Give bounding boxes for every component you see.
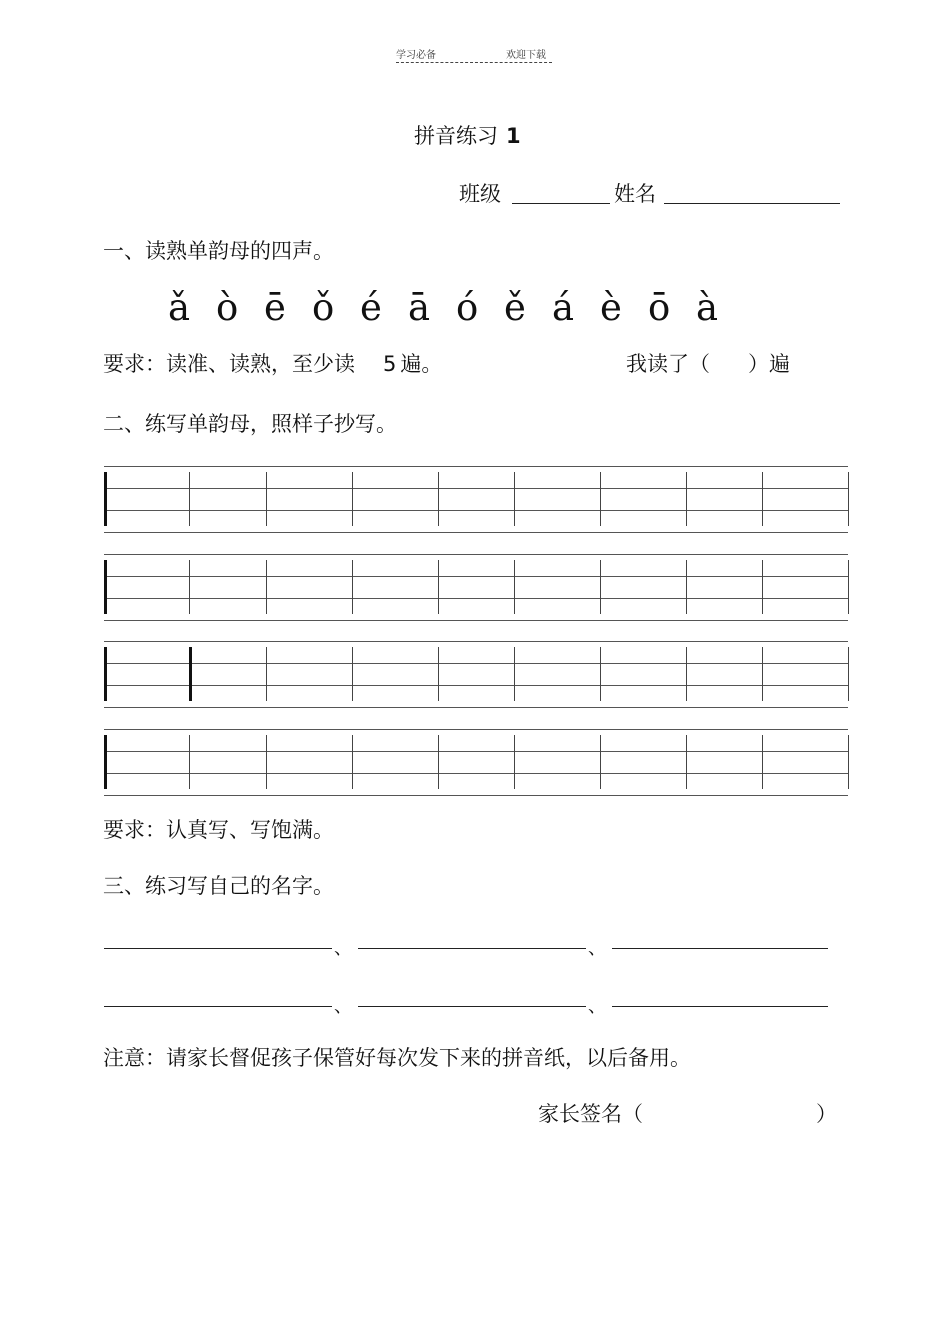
section2-heading: 二、练写单韵母，照样子抄写。 — [103, 412, 397, 436]
pinyin-vowel: á — [552, 286, 575, 329]
grid-cell-divider — [104, 472, 107, 526]
grid-cell-divider — [600, 472, 601, 526]
grid-cell-divider — [600, 735, 601, 789]
grid-cell-divider — [686, 472, 687, 526]
pinyin-vowel: ō — [648, 286, 671, 329]
grid-cell-divider — [352, 647, 353, 701]
grid-cell-divider — [104, 735, 107, 789]
class-blank[interactable] — [512, 203, 610, 204]
grid-cell-divider — [762, 647, 763, 701]
section2-requirement: 要求：认真写、写饱满。 — [103, 818, 334, 842]
parent-signature-close: ） — [816, 1102, 837, 1126]
grid-cell-divider — [104, 560, 107, 614]
pinyin-row — [168, 286, 744, 329]
name-writing-line[interactable] — [358, 948, 586, 949]
class-label: 班级 — [459, 182, 501, 206]
requirement-text: 要求：读准、读熟，至少读 — [103, 352, 355, 376]
title-text: 拼音练习 — [414, 124, 498, 148]
grid-cell-divider — [762, 472, 763, 526]
grid-rule — [104, 554, 848, 555]
header-left-text: 学习必备 — [396, 50, 436, 61]
grid-cell-divider — [514, 472, 515, 526]
name-writing-line[interactable] — [612, 1006, 828, 1007]
name-separator: 、 — [588, 996, 606, 1017]
grid-cell-divider — [438, 647, 439, 701]
times-text: 遍。 — [400, 352, 443, 376]
grid-cell-divider — [189, 560, 190, 614]
name-label: 姓名 — [614, 182, 656, 206]
grid-rule — [104, 620, 848, 621]
pinyin-writing-grid[interactable] — [104, 466, 848, 532]
grid-rule — [104, 707, 848, 708]
parent-signature-open: 家长签名（ — [538, 1102, 643, 1126]
pinyin-writing-grid[interactable] — [104, 729, 848, 795]
grid-cell-divider — [352, 560, 353, 614]
pinyin-vowel: è — [600, 286, 622, 329]
grid-cell-divider — [189, 472, 190, 526]
name-writing-line[interactable] — [104, 1006, 332, 1007]
grid-cell-divider — [762, 735, 763, 789]
grid-cell-divider — [848, 647, 849, 701]
grid-rule — [104, 532, 848, 533]
pinyin-vowel: ǒ — [312, 286, 335, 329]
pinyin-writing-grid[interactable] — [104, 641, 848, 707]
parent-signature-blank[interactable] — [660, 1094, 810, 1122]
grid-cell-divider — [686, 647, 687, 701]
section1-requirement — [103, 348, 442, 378]
grid-rule — [104, 773, 848, 774]
pinyin-vowel: à — [696, 286, 719, 329]
name-writing-line[interactable] — [612, 948, 828, 949]
name-separator: 、 — [334, 938, 352, 959]
grid-cell-divider — [266, 472, 267, 526]
grid-rule — [104, 598, 848, 599]
grid-rule — [104, 641, 848, 642]
grid-cell-divider — [189, 735, 190, 789]
grid-cell-divider — [266, 560, 267, 614]
grid-cell-divider — [600, 647, 601, 701]
grid-cell-divider — [848, 472, 849, 526]
grid-cell-divider — [438, 735, 439, 789]
grid-cell-divider — [514, 735, 515, 789]
grid-cell-divider — [438, 472, 439, 526]
grid-cell-divider — [438, 560, 439, 614]
pinyin-vowel: ò — [216, 286, 239, 329]
pinyin-writing-grid[interactable] — [104, 554, 848, 620]
read-count: 5 — [383, 352, 397, 376]
name-separator: 、 — [334, 996, 352, 1017]
grid-cell-divider — [104, 647, 107, 701]
grid-rule — [104, 466, 848, 467]
grid-rule — [104, 663, 848, 664]
grid-cell-divider — [189, 647, 192, 701]
header-right-text: 欢迎下载 — [506, 50, 546, 61]
header-divider — [396, 62, 552, 63]
section3-heading: 三、练习写自己的名字。 — [103, 874, 334, 898]
grid-cell-divider — [686, 735, 687, 789]
pinyin-vowel: ē — [264, 286, 286, 329]
pinyin-vowel: é — [360, 286, 382, 329]
title-number: 1 — [506, 124, 521, 148]
grid-rule — [104, 488, 848, 489]
name-writing-line[interactable] — [358, 1006, 586, 1007]
name-blank[interactable] — [664, 203, 840, 204]
read-label-open: 我读了（ — [626, 352, 710, 376]
section1-heading: 一、读熟单韵母的四声。 — [103, 239, 334, 263]
grid-cell-divider — [352, 472, 353, 526]
grid-rule — [104, 510, 848, 511]
grid-rule — [104, 685, 848, 686]
grid-cell-divider — [266, 735, 267, 789]
grid-cell-divider — [762, 560, 763, 614]
pinyin-vowel: ó — [456, 286, 479, 329]
grid-cell-divider — [514, 560, 515, 614]
grid-rule — [104, 751, 848, 752]
page-title — [414, 120, 521, 150]
grid-cell-divider — [848, 560, 849, 614]
grid-cell-divider — [352, 735, 353, 789]
grid-cell-divider — [266, 647, 267, 701]
grid-cell-divider — [848, 735, 849, 789]
grid-cell-divider — [686, 560, 687, 614]
pinyin-vowel: ě — [504, 286, 526, 329]
grid-rule — [104, 576, 848, 577]
name-writing-line[interactable] — [104, 948, 332, 949]
notice-text: 注意：请家长督促孩子保管好每次发下来的拼音纸，以后备用。 — [103, 1046, 691, 1070]
read-times-field — [626, 348, 790, 378]
name-separator: 、 — [588, 938, 606, 959]
grid-cell-divider — [514, 647, 515, 701]
grid-rule — [104, 795, 848, 796]
pinyin-vowel: ǎ — [168, 286, 191, 329]
grid-rule — [104, 729, 848, 730]
grid-cell-divider — [600, 560, 601, 614]
read-label-close: ）遍 — [748, 352, 790, 376]
pinyin-vowel: ā — [408, 286, 431, 329]
